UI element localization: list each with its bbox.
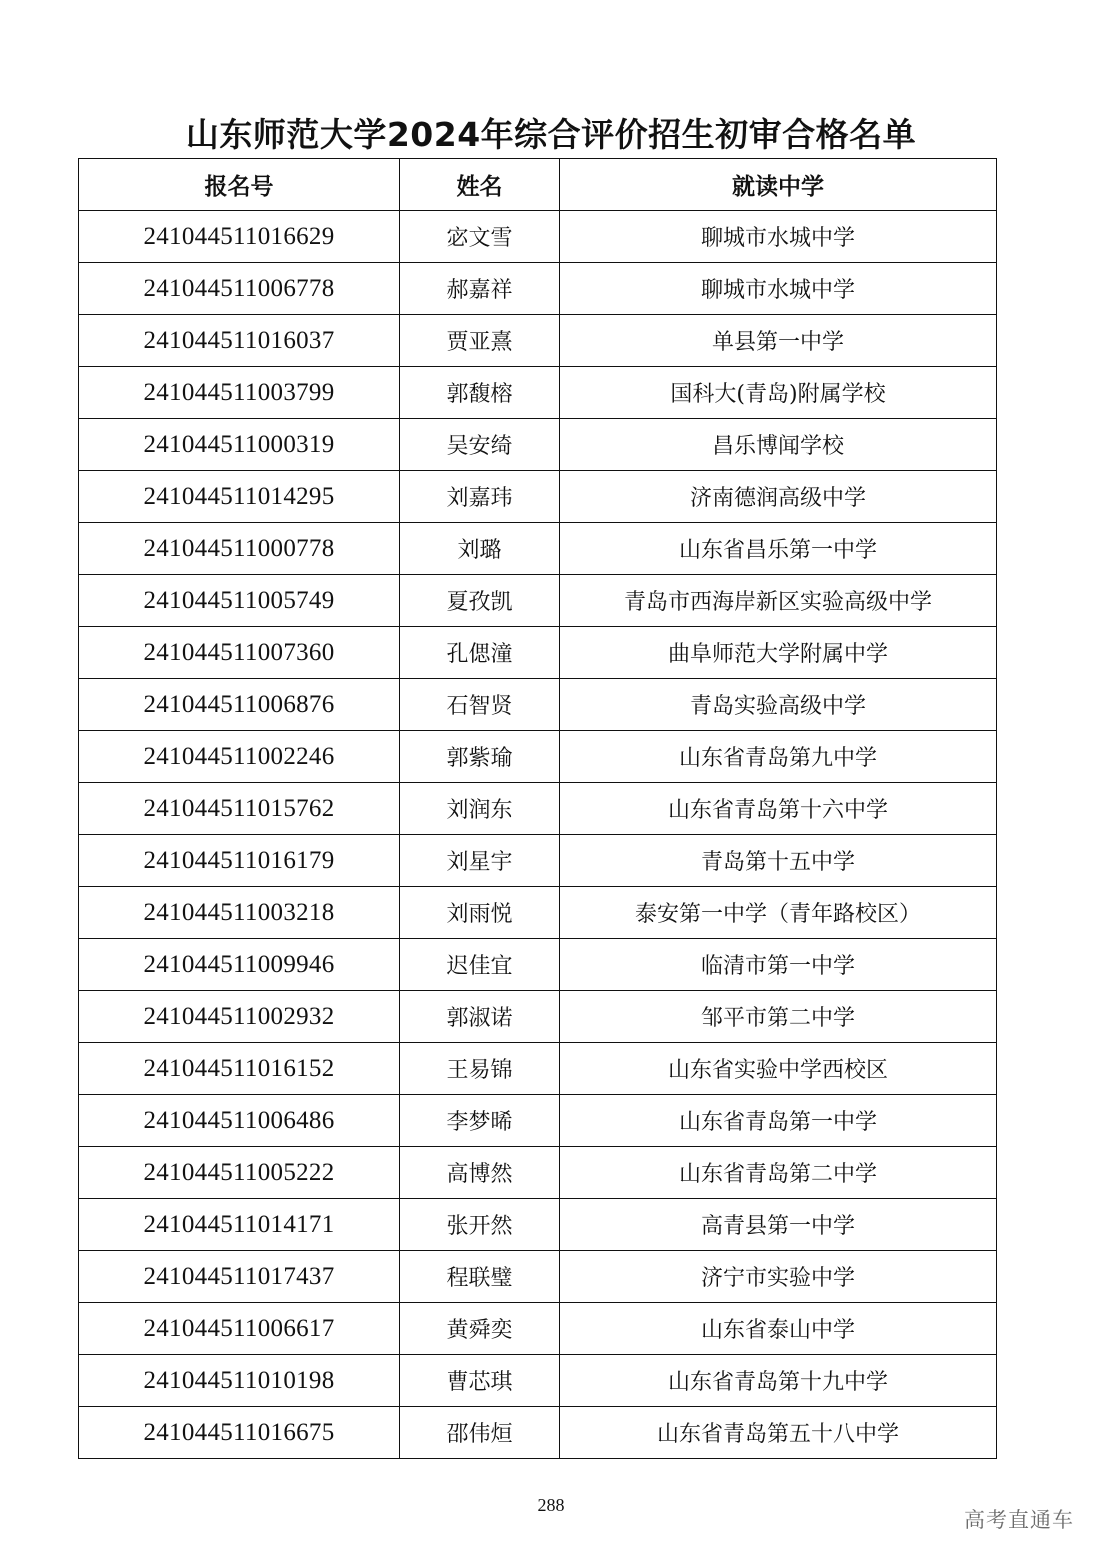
registration-number-cell: 241044511010198 (79, 1355, 400, 1407)
table-header (79, 159, 997, 211)
table-row (79, 1095, 997, 1147)
school-cell: 山东省青岛第十九中学 (560, 1355, 997, 1407)
student-name-cell: 高博然 (400, 1147, 560, 1199)
table-row (79, 1355, 997, 1407)
school-cell: 高青县第一中学 (560, 1199, 997, 1251)
roster-table (78, 158, 997, 1459)
student-name-cell: 迟佳宜 (400, 939, 560, 991)
school-cell: 山东省青岛第二中学 (560, 1147, 997, 1199)
student-name-cell: 刘雨悦 (400, 887, 560, 939)
watermark: 高考直通车 (964, 1508, 1074, 1532)
header-school: 就读中学 (560, 159, 997, 211)
student-name-cell: 刘璐 (400, 523, 560, 575)
student-name-cell: 郭淑诺 (400, 991, 560, 1043)
school-cell: 山东省泰山中学 (560, 1303, 997, 1355)
school-cell: 青岛第十五中学 (560, 835, 997, 887)
school-cell: 山东省昌乐第一中学 (560, 523, 997, 575)
registration-number-cell: 241044511002932 (79, 991, 400, 1043)
table-row (79, 367, 997, 419)
registration-number-cell: 241044511003218 (79, 887, 400, 939)
table-row (79, 1043, 997, 1095)
registration-number-cell: 241044511016037 (79, 315, 400, 367)
header-registration-number: 报名号 (79, 159, 400, 211)
table-row (79, 419, 997, 471)
school-cell: 济南德润高级中学 (560, 471, 997, 523)
student-name-cell: 曹芯琪 (400, 1355, 560, 1407)
school-cell: 山东省青岛第九中学 (560, 731, 997, 783)
table-row (79, 731, 997, 783)
registration-number-cell: 241044511005222 (79, 1147, 400, 1199)
school-cell: 泰安第一中学（青年路校区） (560, 887, 997, 939)
student-name-cell: 郝嘉祥 (400, 263, 560, 315)
school-cell: 山东省青岛第五十八中学 (560, 1407, 997, 1459)
header-row (79, 159, 997, 211)
table-row (79, 627, 997, 679)
header-student-name: 姓名 (400, 159, 560, 211)
school-cell: 山东省实验中学西校区 (560, 1043, 997, 1095)
student-name-cell: 刘润东 (400, 783, 560, 835)
student-name-cell: 孔偲潼 (400, 627, 560, 679)
table-body (79, 211, 997, 1459)
student-name-cell: 邵伟烜 (400, 1407, 560, 1459)
table-row (79, 263, 997, 315)
school-cell: 山东省青岛第一中学 (560, 1095, 997, 1147)
student-name-cell: 郭馥榕 (400, 367, 560, 419)
registration-number-cell: 241044511003799 (79, 367, 400, 419)
table-row (79, 1407, 997, 1459)
table-row (79, 1251, 997, 1303)
table-row (79, 575, 997, 627)
table-row (79, 1303, 997, 1355)
table-row (79, 1147, 997, 1199)
school-cell: 山东省青岛第十六中学 (560, 783, 997, 835)
registration-number-cell: 241044511006486 (79, 1095, 400, 1147)
table-row (79, 523, 997, 575)
registration-number-cell: 241044511016152 (79, 1043, 400, 1095)
school-cell: 国科大(青岛)附属学校 (560, 367, 997, 419)
registration-number-cell: 241044511014171 (79, 1199, 400, 1251)
student-name-cell: 宓文雪 (400, 211, 560, 263)
table-row (79, 783, 997, 835)
registration-number-cell: 241044511009946 (79, 939, 400, 991)
registration-number-cell: 241044511000778 (79, 523, 400, 575)
registration-number-cell: 241044511000319 (79, 419, 400, 471)
table-row (79, 835, 997, 887)
student-name-cell: 王易锦 (400, 1043, 560, 1095)
registration-number-cell: 241044511002246 (79, 731, 400, 783)
table-row (79, 991, 997, 1043)
student-name-cell: 黄舜奕 (400, 1303, 560, 1355)
student-name-cell: 张开然 (400, 1199, 560, 1251)
registration-number-cell: 241044511014295 (79, 471, 400, 523)
table-row (79, 939, 997, 991)
page-number: 288 (537, 1495, 565, 1515)
student-name-cell: 夏孜凯 (400, 575, 560, 627)
table-row (79, 315, 997, 367)
table-row (79, 679, 997, 731)
registration-number-cell: 241044511017437 (79, 1251, 400, 1303)
school-cell: 聊城市水城中学 (560, 211, 997, 263)
school-cell: 昌乐博闻学校 (560, 419, 997, 471)
student-name-cell: 石智贤 (400, 679, 560, 731)
school-cell: 邹平市第二中学 (560, 991, 997, 1043)
registration-number-cell: 241044511016675 (79, 1407, 400, 1459)
school-cell: 临清市第一中学 (560, 939, 997, 991)
school-cell: 济宁市实验中学 (560, 1251, 997, 1303)
school-cell: 青岛市西海岸新区实验高级中学 (560, 575, 997, 627)
registration-number-cell: 241044511006617 (79, 1303, 400, 1355)
school-cell: 单县第一中学 (560, 315, 997, 367)
registration-number-cell: 241044511016179 (79, 835, 400, 887)
student-name-cell: 郭紫瑜 (400, 731, 560, 783)
student-name-cell: 贾亚熹 (400, 315, 560, 367)
registration-number-cell: 241044511005749 (79, 575, 400, 627)
school-cell: 聊城市水城中学 (560, 263, 997, 315)
student-name-cell: 吴安绮 (400, 419, 560, 471)
page-title: 山东师范大学2024年综合评价招生初审合格名单 (185, 115, 917, 154)
registration-number-cell: 241044511006876 (79, 679, 400, 731)
student-name-cell: 程联璧 (400, 1251, 560, 1303)
registration-number-cell: 241044511016629 (79, 211, 400, 263)
student-name-cell: 李梦晞 (400, 1095, 560, 1147)
registration-number-cell: 241044511006778 (79, 263, 400, 315)
table-row (79, 211, 997, 263)
registration-number-cell: 241044511015762 (79, 783, 400, 835)
table-row (79, 471, 997, 523)
school-cell: 曲阜师范大学附属中学 (560, 627, 997, 679)
student-name-cell: 刘嘉玮 (400, 471, 560, 523)
student-name-cell: 刘星宇 (400, 835, 560, 887)
school-cell: 青岛实验高级中学 (560, 679, 997, 731)
table-row (79, 887, 997, 939)
table-row (79, 1199, 997, 1251)
registration-number-cell: 241044511007360 (79, 627, 400, 679)
